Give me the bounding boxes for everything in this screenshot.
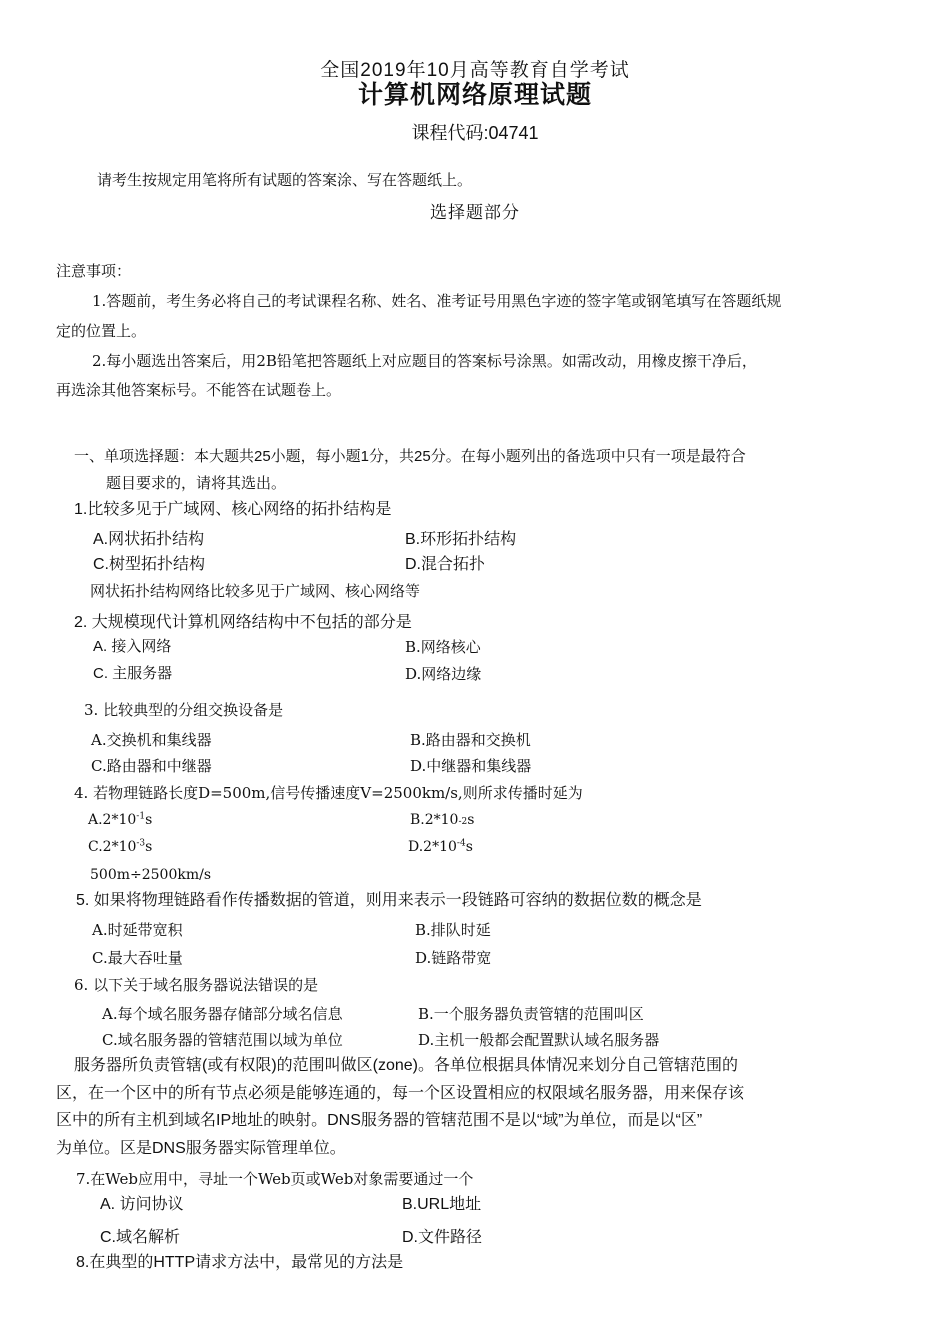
part-1-heading-line-1: 一、单项选择题：本大题共25小题，每小题1分，共25分。在每小题列出的备选项中只有一项是最符合 [74,448,746,465]
q3-option-b: B.路由器和交换机 [410,731,531,749]
q1-option-a: A.网状拓扑结构 [93,531,205,548]
q7-option-d: D.文件路径 [402,1229,483,1246]
notes-title: 注意事项： [56,262,132,280]
note-1-line-1: 1.答题前，考生务必将自己的考试课程名称、姓名、准考证号用黑色字迹的签字笔或钢笔填写在答题纸规 [92,292,782,310]
q4-note: 500m÷2500km/s [90,867,212,883]
q6-note-line-2: 区，在一个区中的所有节点必须是能够连通的，每一个区设置相应的权限域名服务器，用来保存该 [56,1085,745,1102]
q6-note-line-4: 为单位。区是DNS服务器实际管理单位。 [56,1140,346,1157]
q5-option-d: D.链路带宽 [415,949,492,967]
q3-option-a: A.交换机和集线器 [91,731,212,749]
q6-option-a: A.每个域名服务器存储部分域名信息 [102,1005,343,1023]
note-2-line-1: 2.每小题选出答案后，用2B铅笔把答题纸上对应题目的答案标号涂黑。如需改动，用橡皮擦干净后， [92,352,757,370]
q4-option-c: $C.2*10^{-3}s$ [88,838,153,855]
q2-option-a: A. 接入网络 [93,638,172,655]
q7-option-a: A. 访问协议 [100,1196,184,1213]
q2-stem: 2. 大规模现代计算机网络结构中不包括的部分是 [74,614,412,631]
exam-title: 全国2019年10月高等教育自学考试 [320,60,630,81]
q6-option-d: D.主机一般都会配置默认域名服务器 [418,1031,660,1049]
q3-stem: 3. 比较典型的分组交换设备是 [84,701,284,719]
q6-option-c: C.域名服务器的管辖范围以域为单位 [102,1031,343,1049]
q1-option-c: C.树型拓扑结构 [93,556,206,573]
q7-stem: 7.在Web应用中，寻址一个Web页或Web对象需要通过一个 [76,1170,474,1188]
q3-option-d: D.中继器和集线器 [410,757,532,775]
paper-title: 计算机网络原理试题 [357,81,592,109]
note-2-line-2: 再选涂其他答案标号。不能答在试题卷上。 [56,381,342,399]
q7-option-b: B.URL地址 [402,1196,482,1213]
q5-option-b: B.排队时延 [415,921,491,939]
q5-option-a: A.时延带宽积 [92,921,183,939]
q2-option-c: C. 主服务器 [93,665,173,682]
section-title: 选择题部分 [430,203,520,222]
q2-option-b: B.网络核心 [405,638,481,656]
q4-stem: 4. 若物理链路长度D=500m,信号传播速度V=2500km/s,则所求传播时延为 [74,784,583,802]
q7-option-c: C.域名解析 [100,1229,181,1246]
q3-option-c: C.路由器和中继器 [91,757,212,775]
q6-stem: 6. 以下关于域名服务器说法错误的是 [74,976,319,994]
q4-option-d: $D.2*10^{-4}s$ [408,838,473,855]
q2-option-d: D.网络边缘 [405,665,482,683]
q1-option-d: D.混合拓扑 [405,556,486,573]
intro-text: 请考生按规定用笔将所有试题的答案涂、写在答题纸上。 [97,171,473,189]
note-1-line-2: 定的位置上。 [56,322,147,340]
q8-stem: 8.在典型的HTTP请求方法中，最常见的方法是 [76,1254,404,1271]
q1-note: 网状拓扑结构网络比较多见于广域网、核心网络等 [90,583,421,600]
q1-stem: 1.比较多见于广域网、核心网络的拓扑结构是 [74,501,392,518]
q4-option-a: $A.2*10^{-1}s$ [88,811,153,828]
q1-option-b: B.环形拓扑结构 [405,531,517,548]
q6-note-line-3: 区中的所有主机到域名IP地址的映射。DNS服务器的管辖范围不是以“域”为单位，而是以“区” [56,1112,703,1129]
course-code: 课程代码:04741 [411,123,539,143]
q6-option-b: B.一个服务器负责管辖的范围叫区 [418,1005,644,1023]
q6-note-line-1: 服务器所负责管辖(或有权限)的范围叫做区(zone)。各单位根据具体情况来划分自己管辖范围的 [74,1057,739,1074]
q4-option-b: B.2*10-2s [410,812,475,828]
q5-stem: 5. 如果将物理链路看作传播数据的管道，则用来表示一段链路可容纳的数据位数的概念是 [76,892,702,909]
q5-option-c: C.最大吞吐量 [92,949,183,967]
part-1-heading-line-2: 题目要求的，请将其选出。 [106,475,287,492]
